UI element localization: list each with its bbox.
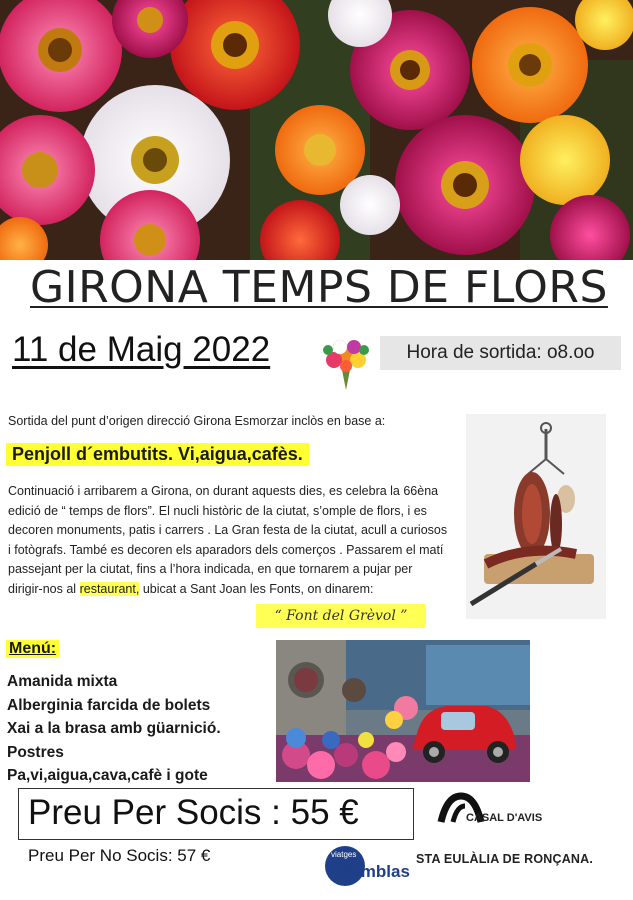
agency-brand: Samblas [340,862,410,881]
charcuterie-photo [466,414,606,619]
menu-item: Alberginia farcida de bolets [7,696,211,714]
restaurant-name: “ Font del Grèvol ” [256,604,426,628]
page-title: GIRONA TEMPS DE FLORS [30,262,608,313]
breakfast-highlight: Penjoll d´embutits. Vi,aigua,cafès. [6,443,309,466]
description-text: Continuació i arribarem a Girona, on durant aquests dies, es celebra la 66èna edició de “ temps de flors”. El nucli històric de la ciutat, s’omple de flors, i es decoren monuments, patis i carrers . La Gran festa de la ciutat, acull a curiosos i fotògrafs. També es decoren els aparadors dels comerços . Passarem el matí passejant per la ciutat, fins a l’hora indicada, en que tornarem a pujar per dirigir-nos al [8,484,448,596]
organizer-town: STA EULÀLIA DE RONÇANA. [416,852,594,866]
menu-item: Xai a la brasa amb güarnició. [7,720,221,737]
intro-text: Sortida del punt d’origen direcció Girona Esmorzar inclòs en base a: [8,414,386,428]
description-paragraph [8,482,450,599]
event-date: 11 de Maig 2022 [12,330,271,369]
departure-time: Hora de sortida: o8.oo [380,336,621,370]
organizer-name: CASAL D'AVIS [466,812,543,824]
menu-item: Pa,vi,aigua,cava,cafè i gote [7,767,208,784]
members-price: Preu Per Socis : 55 € [28,793,359,832]
flowers-hero-photo [0,0,633,260]
menu-item: Postres [7,743,64,761]
menu-list [7,670,221,788]
menu-item: Amanida mixta [7,673,118,690]
menu-title: Menú: [6,640,59,658]
zinnia-flowers-image [0,0,633,260]
restaurant-highlight: restaurant, [79,581,140,596]
description-text-end: ubicat a Sant Joan les Fonts, on dinarem: [142,581,374,596]
flower-car-photo [276,640,530,782]
bouquet-icon [316,334,376,392]
non-members-price: Preu Per No Socis: 57 € [28,846,211,865]
agency-small-label: viatges [331,850,357,859]
